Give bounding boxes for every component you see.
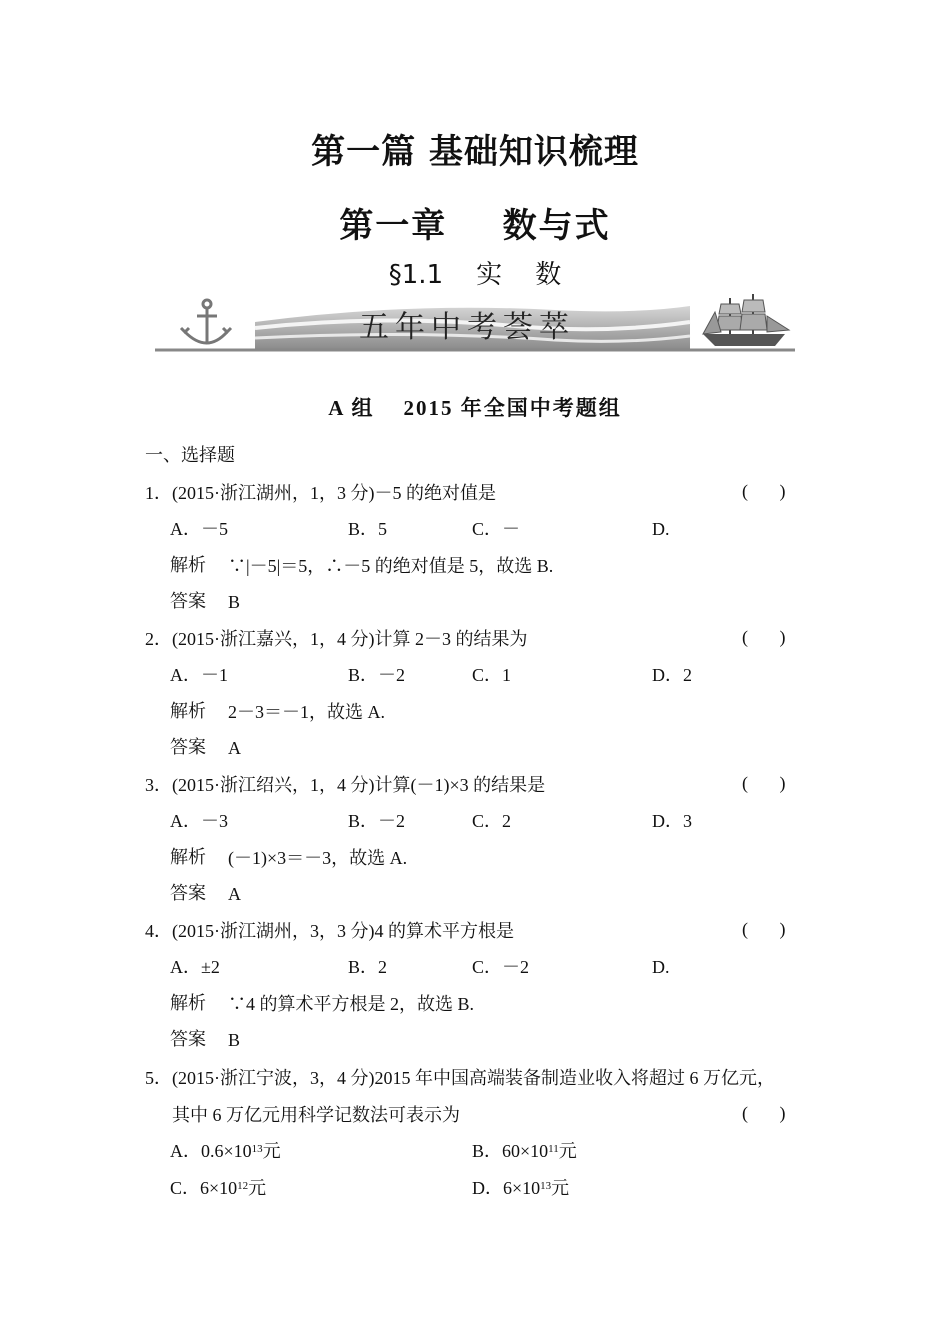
q4-option-d: D. [652,957,670,977]
q5-option-c: C．$6\times 10^{12}$元 [170,1178,267,1198]
q1-option-a: A．－5 [170,519,228,539]
q2-answer: A [228,738,241,758]
banner-text: 五年中考荟萃 [359,310,575,345]
q1-analysis: ∵|－5|＝5，∴－5 的绝对值是 5，故选 B. [228,556,554,576]
q2-option-c: C．1 [472,665,512,685]
q4-option-b: B．2 [348,957,388,977]
q3-analysis-label: 解析 [170,847,206,868]
q4-option-c: C．－2 [472,957,530,977]
q2-option-d: D．2 [652,665,692,685]
q5-option-d: D．$6\times 10^{13}$元 [472,1178,570,1198]
q4-analysis: ∵4 的算术平方根是 2，故选 B. [228,994,475,1014]
question-4-stem: 4．(2015·浙江湖州，3，3 分)4 的算术平方根是 [145,921,514,941]
answer-paren-4: ( ) [742,919,786,939]
q1-option-d: D. [652,519,670,539]
q4-option-a: A．±2 [170,957,220,977]
q3-answer-label: 答案 [170,883,206,904]
question-5-stem-line2: 其中 6 万亿元用科学记数法可表示为 [172,1105,460,1125]
part-title: 第一篇 基础知识梳理 [311,132,639,172]
q1-option-c: C．－ [472,519,521,539]
anchor-icon [181,300,231,344]
question-3-stem: 3．(2015·浙江绍兴，1，4 分)计算(－1)×3 的结果是 [145,775,546,795]
q3-option-d: D．3 [652,811,692,831]
q4-answer-label: 答案 [170,1029,206,1050]
q1-answer-label: 答案 [170,591,206,612]
q2-option-b: B．－2 [348,665,406,685]
q5-option-b: B．$60\times 10^{11}$元 [472,1141,577,1161]
q1-answer: B [228,592,241,612]
q1-option-b: B．5 [348,519,388,539]
q3-option-b: B．－2 [348,811,406,831]
q3-answer: A [228,884,241,904]
group-title: A 组 2015 年全国中考题组 [328,396,622,420]
q3-option-c: C．2 [472,811,512,831]
q2-answer-label: 答案 [170,737,206,758]
answer-paren-1: ( ) [742,481,786,501]
answer-paren-2: ( ) [742,627,786,647]
q2-option-a: A．－1 [170,665,228,685]
banner [155,292,795,354]
q3-option-a: A．－3 [170,811,228,831]
ship-icon [703,294,789,346]
q3-analysis: (－1)×3＝－3，故选 A. [228,848,408,868]
chapter-title: 第一章 数与式 [339,206,611,246]
q2-analysis: 2－3＝－1，故选 A. [228,702,385,722]
q4-analysis-label: 解析 [170,993,206,1014]
q4-answer: B [228,1030,241,1050]
section-heading: 一、选择题 [145,445,235,466]
section-title: §1.1 实 数 [388,260,562,290]
answer-paren-5: ( ) [742,1103,786,1123]
question-5-stem: 5．(2015·浙江宁波，3，4 分)2015 年中国高端装备制造业收入将超过 6 万亿元， [145,1068,775,1088]
question-2-stem: 2．(2015·浙江嘉兴，1，4 分)计算 2－3 的结果为 [145,629,528,649]
q1-analysis-label: 解析 [170,555,206,576]
answer-paren-3: ( ) [742,773,786,793]
q5-option-a: A．$0.6\times 10^{13}$元 [170,1141,281,1161]
q2-analysis-label: 解析 [170,701,206,722]
question-1-stem: 1．(2015·浙江湖州，1，3 分)－5 的绝对值是 [145,483,496,503]
